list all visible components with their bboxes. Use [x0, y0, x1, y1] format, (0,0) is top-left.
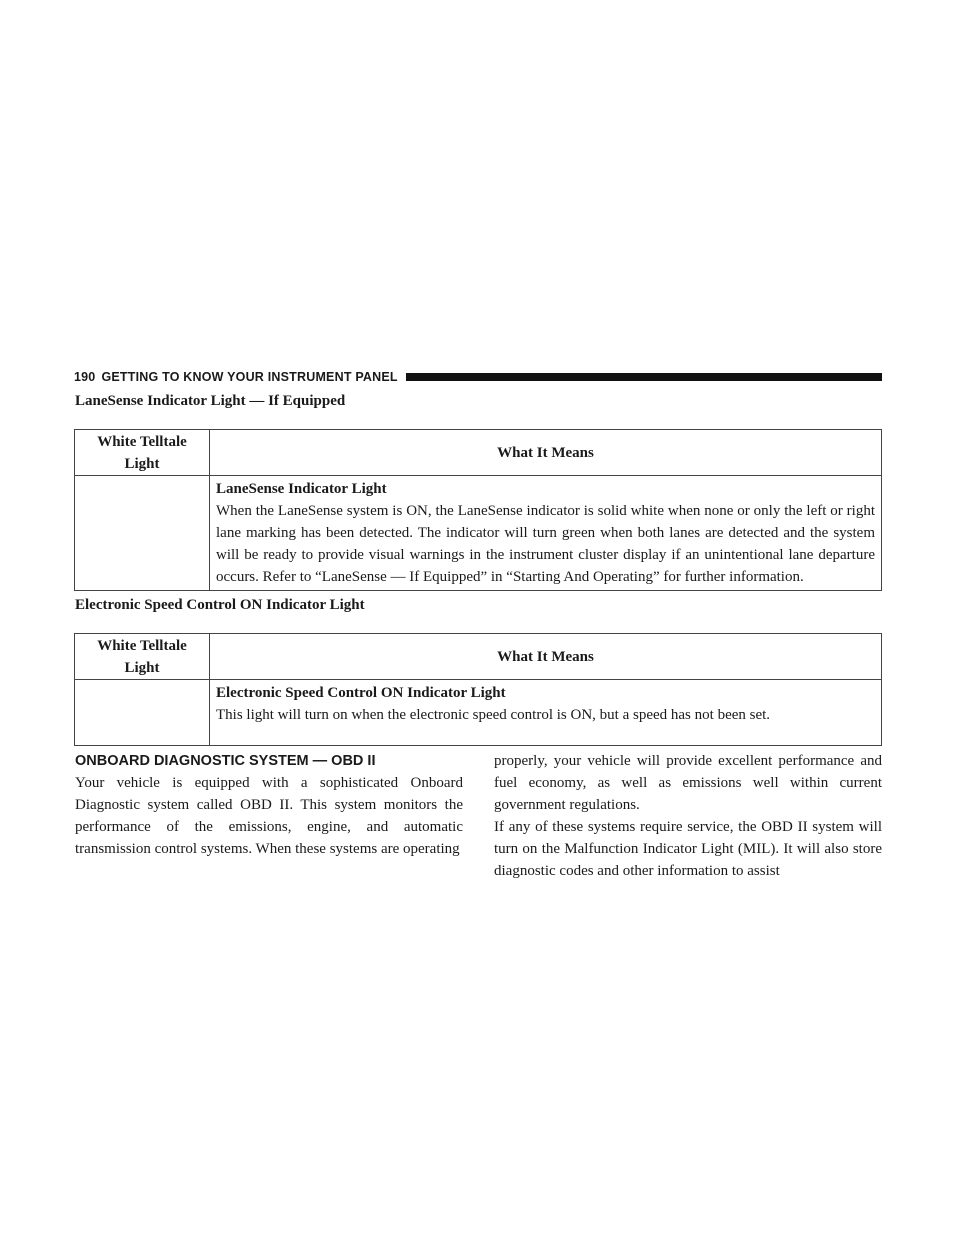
table-row — [75, 476, 882, 591]
row-title: LaneSense Indicator Light — [216, 481, 387, 497]
obd-heading: ONBOARD DIAGNOSTIC SYSTEM — OBD II — [75, 753, 376, 769]
column-header-telltale: White Telltale Light — [75, 634, 210, 680]
section-title: GETTING TO KNOW YOUR INSTRUMENT PANEL — [101, 370, 398, 384]
row-text: When the LaneSense system is ON, the LaneSense indicator is solid white when none or only the left or right lane marking has been detected. The indicator will turn green when both lanes are detected and the system will be ready to provide visual warnings in the instrument cluster display if an unintentional lane departure occurs. Refer to “LaneSense — If Equipped” in “Starting And Operating” for further information. — [216, 503, 875, 585]
speed-control-table — [74, 633, 882, 746]
table-header-row — [75, 634, 882, 680]
column-header-telltale: White Telltale Light — [75, 430, 210, 476]
table-header-row — [75, 430, 882, 476]
obd-paragraph-1: Your vehicle is equipped with a sophisticated Onboard Diagnostic system called OBD II. This system monitors the performance of the emissions, engine, and automatic transmission control systems. When these systems are operating — [75, 775, 463, 857]
page-header — [74, 369, 882, 385]
obd-paragraph-2: If any of these systems require service, the OBD II system will turn on the Malfunction Indicator Light (MIL). It will also store diagnostic codes and other information to assist — [494, 819, 882, 879]
telltale-cell — [75, 476, 210, 591]
page-number: 190 — [74, 370, 96, 384]
lanesense-table — [74, 429, 882, 591]
telltale-cell — [75, 680, 210, 746]
obd-paragraph-1-continued: properly, your vehicle will provide excellent performance and fuel economy, as well as emissions well within current government regulations. — [494, 753, 882, 813]
column-header-meaning: What It Means — [210, 430, 882, 476]
header-rule — [406, 373, 882, 381]
table-row — [75, 680, 882, 746]
row-text: This light will turn on when the electronic speed control is ON, but a speed has not been set. — [216, 707, 771, 723]
meaning-cell — [210, 476, 882, 591]
speed-control-title: Electronic Speed Control ON Indicator Light — [75, 597, 365, 613]
meaning-cell — [210, 680, 882, 746]
lanesense-title: LaneSense Indicator Light — If Equipped — [75, 393, 346, 409]
column-header-meaning: What It Means — [210, 634, 882, 680]
row-title: Electronic Speed Control ON Indicator Light — [216, 685, 506, 701]
